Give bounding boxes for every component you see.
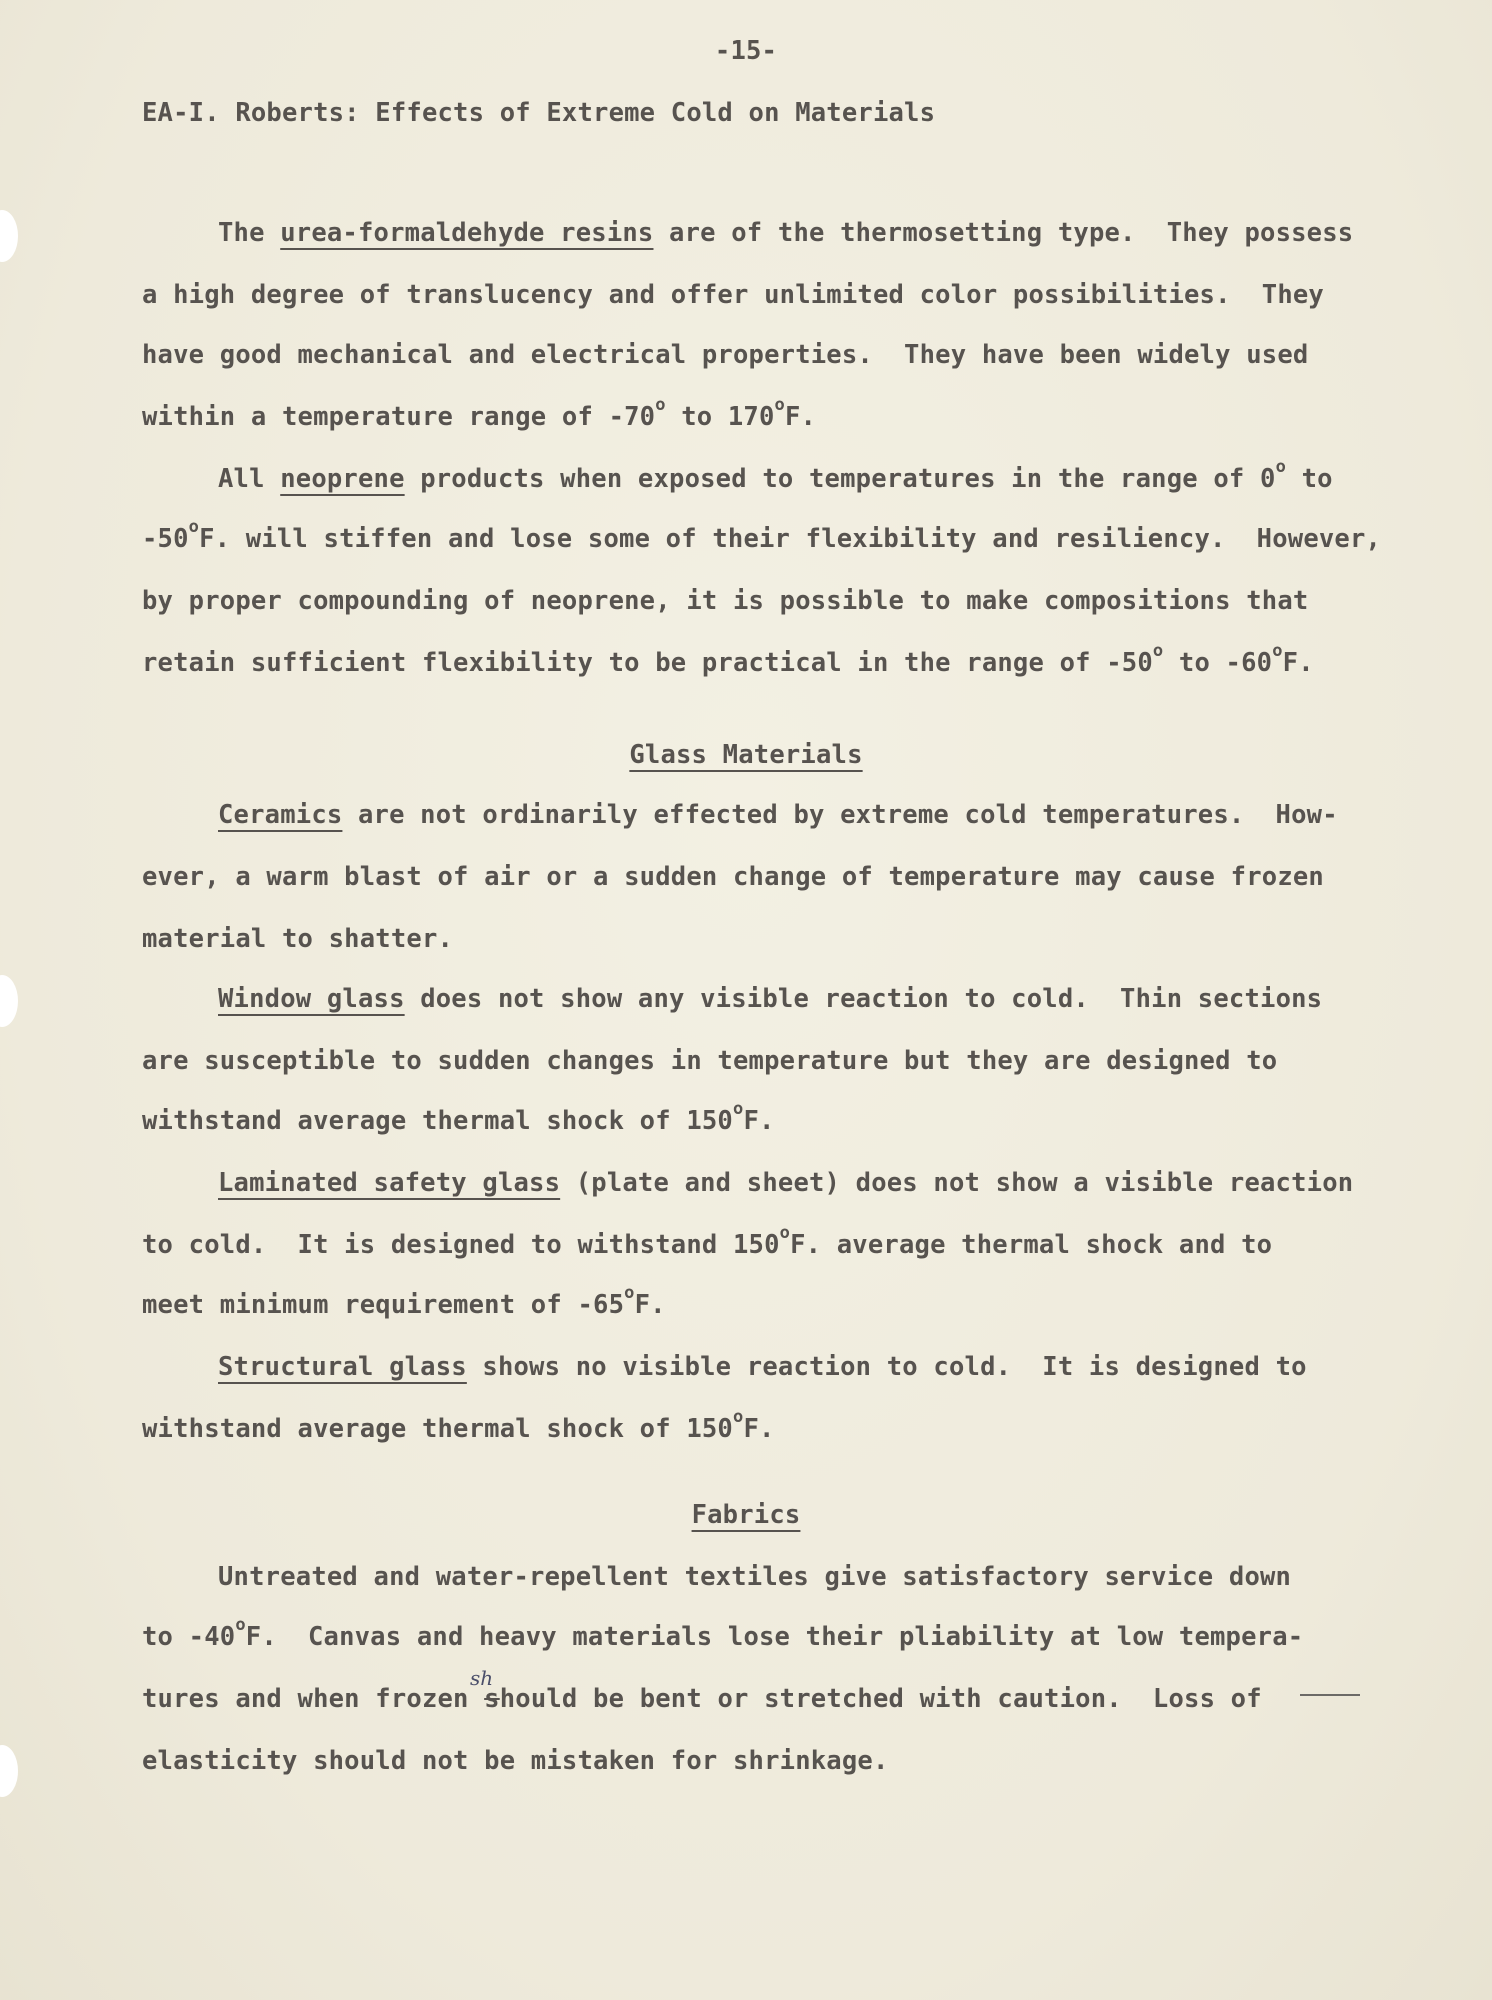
degree-mark: o <box>624 1283 635 1303</box>
underlined-term: Laminated safety glass <box>218 1168 561 1198</box>
degree-mark: o <box>733 1407 744 1427</box>
running-header: EA-I. Roberts: Effects of Extreme Cold on Materials <box>142 98 936 128</box>
paragraph-line: Ceramics are not ordinarily effected by extreme cold temperatures. How- <box>218 800 1338 830</box>
paragraph-line: a high degree of translucency and offer unlimited color possibilities. They <box>142 280 1324 310</box>
paragraph-line: by proper compounding of neoprene, it is possible to make compositions that <box>142 586 1309 616</box>
paragraph-line: retain sufficient flexibility to be practical in the range of -50$^o$ to -60$^o$F. <box>142 641 1314 678</box>
degree-mark: o <box>235 1615 246 1635</box>
degree-mark: o <box>1152 641 1164 661</box>
underlined-term: neoprene <box>280 464 405 494</box>
section-heading: Fabrics <box>691 1500 801 1530</box>
section-heading: Glass Materials <box>629 740 863 770</box>
paragraph-line: meet minimum requirement of -65$^o$F. <box>142 1283 666 1320</box>
underlined-term: Ceramics <box>218 800 343 830</box>
degree-mark: o <box>655 395 666 415</box>
handwritten-correction: sh <box>470 1666 494 1690</box>
underlined-term: Structural glass <box>218 1352 467 1382</box>
paragraph-line: to -40$^o$F. Canvas and heavy materials lose their pliability at low tempera- <box>142 1615 1304 1652</box>
punch-hole <box>0 975 18 1027</box>
degree-mark: o <box>188 517 200 537</box>
paragraph-line: Laminated safety glass (plate and sheet) does not show a visible reaction <box>218 1168 1354 1198</box>
paragraph-line: Window glass does not show any visible reaction to cold. Thin sections <box>218 984 1323 1014</box>
degree-mark: o <box>733 1099 744 1119</box>
paragraph-line: have good mechanical and electrical properties. They have been widely used <box>142 340 1309 370</box>
struck-letter: s <box>484 1684 500 1714</box>
degree-mark: o <box>1275 457 1287 477</box>
underlined-term: urea-formaldehyde resins <box>280 218 654 248</box>
margin-mark <box>1300 1694 1360 1696</box>
degree-mark: o <box>1272 641 1283 661</box>
paragraph-line: elasticity should not be mistaken for shrinkage. <box>142 1746 889 1776</box>
paragraph-line: withstand average thermal shock of 150$^o$F. <box>142 1099 775 1136</box>
paragraph-line: ever, a warm blast of air or a sudden change of temperature may cause frozen <box>142 862 1324 892</box>
paragraph-line: -50$^o$F. will stiffen and lose some of their flexibility and resiliency. However, <box>142 517 1382 554</box>
page-number: -15- <box>714 36 778 66</box>
paragraph-line: withstand average thermal shock of 150$^o$F. <box>142 1407 775 1444</box>
degree-mark: o <box>779 1223 791 1243</box>
degree-mark: o <box>774 395 785 415</box>
paragraph-line: tures and when frozen should be bent or stretched with caution. Loss of <box>142 1684 1262 1714</box>
paragraph-line: Untreated and water-repellent textiles give satisfactory service down <box>218 1562 1292 1592</box>
underlined-term: Window glass <box>218 984 405 1014</box>
punch-hole <box>0 1745 18 1797</box>
paragraph-line: within a temperature range of -70$^o$ to 170$^o$F. <box>142 395 817 432</box>
paragraph-line: All neoprene products when exposed to temperatures in the range of 0$^o$ to <box>218 457 1333 494</box>
paragraph-line: are susceptible to sudden changes in temperature but they are designed to <box>142 1046 1278 1076</box>
paragraph-line: The urea-formaldehyde resins are of the thermosetting type. They possess <box>218 218 1354 248</box>
paragraph-line: Structural glass shows no visible reaction to cold. It is designed to <box>218 1352 1307 1382</box>
punch-hole <box>0 210 18 262</box>
paragraph-line: to cold. It is designed to withstand 150$^o$F. average thermal shock and to <box>142 1223 1273 1260</box>
paragraph-line: material to shatter. <box>142 924 454 954</box>
